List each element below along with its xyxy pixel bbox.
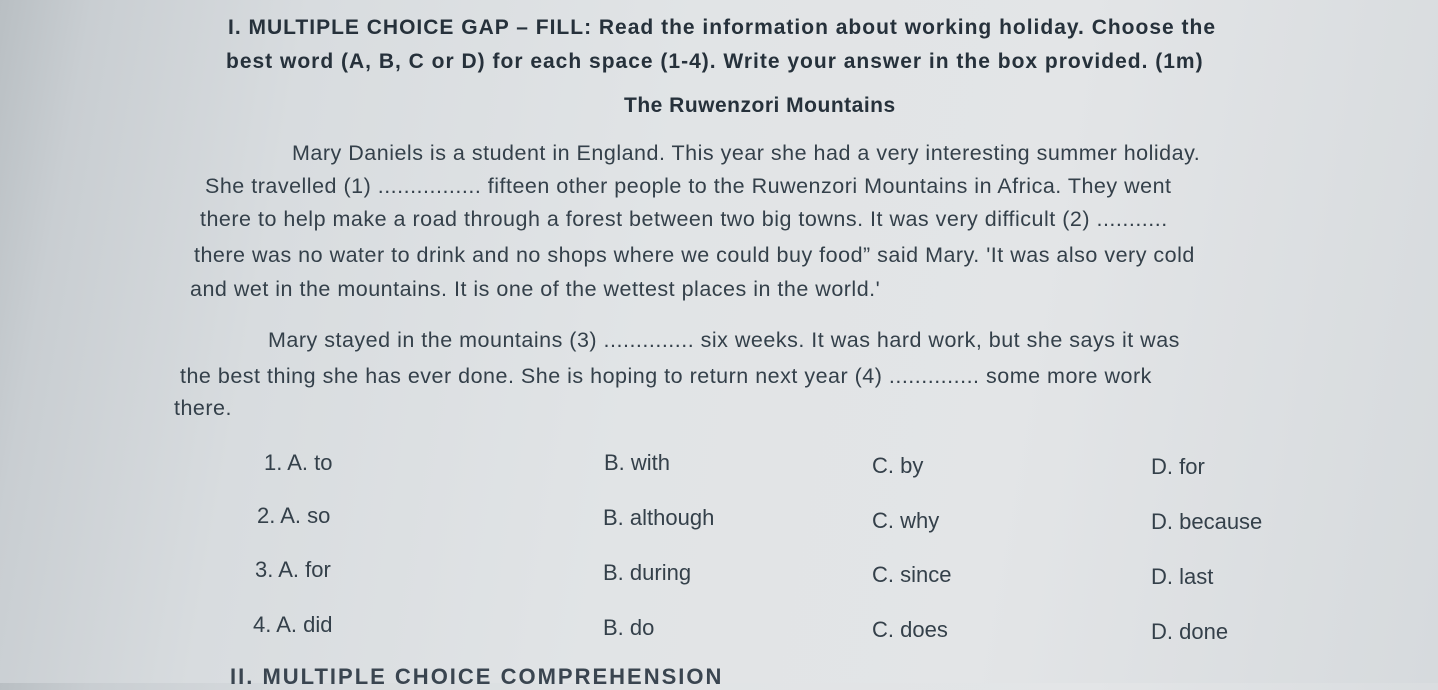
passage-line-4: there was no water to drink and no shops where we could buy food” said Mary. 'It was also very cold [194, 243, 1195, 267]
next-section-heading: II. MULTIPLE CHOICE COMPREHENSION [230, 664, 724, 689]
question-3-option-b: B. during [603, 560, 692, 585]
passage-line-8: there. [174, 396, 232, 420]
question-3-option-a: 3. A. for [255, 557, 331, 582]
question-1-option-a: 1. A. to [264, 450, 333, 475]
question-3-option-c: C. since [872, 562, 952, 587]
question-1-option-b: B. with [604, 450, 671, 475]
question-2-option-b: B. although [603, 505, 715, 530]
instruction-line-1: I. MULTIPLE CHOICE GAP – FILL: Read the information about working holiday. Choose the [228, 16, 1217, 39]
question-1-option-c: C. by [872, 453, 924, 478]
passage-line-3: there to help make a road through a forest between two big towns. It was very difficult (2) ........... [200, 207, 1168, 231]
instruction-line-2: best word (A, B, C or D) for each space (1-4). Write your answer in the box provided. (1m) [226, 50, 1204, 73]
passage-line-2: She travelled (1) ................ fifteen other people to the Ruwenzori Mountains in Africa. They went [205, 174, 1172, 198]
question-4-option-d: D. done [1151, 619, 1229, 644]
question-3-option-d: D. last [1151, 564, 1214, 589]
passage-title: The Ruwenzori Mountains [624, 94, 896, 117]
question-2-option-d: D. because [1151, 509, 1263, 534]
question-4-option-c: C. does [872, 617, 948, 642]
passage-line-7: the best thing she has ever done. She is hoping to return next year (4) .............. some more work [180, 364, 1152, 388]
question-4-option-b: B. do [603, 615, 655, 640]
passage-line-6: Mary stayed in the mountains (3) .............. six weeks. It was hard work, but she says it was [268, 328, 1180, 352]
question-2-option-c: C. why [872, 508, 940, 533]
passage-line-5: and wet in the mountains. It is one of the wettest places in the world.' [190, 277, 881, 301]
question-1-option-d: D. for [1151, 454, 1205, 479]
question-2-option-a: 2. A. so [257, 503, 331, 528]
question-4-option-a: 4. A. did [253, 612, 333, 637]
passage-line-1: Mary Daniels is a student in England. This year she had a very interesting summer holiday. [292, 141, 1201, 165]
